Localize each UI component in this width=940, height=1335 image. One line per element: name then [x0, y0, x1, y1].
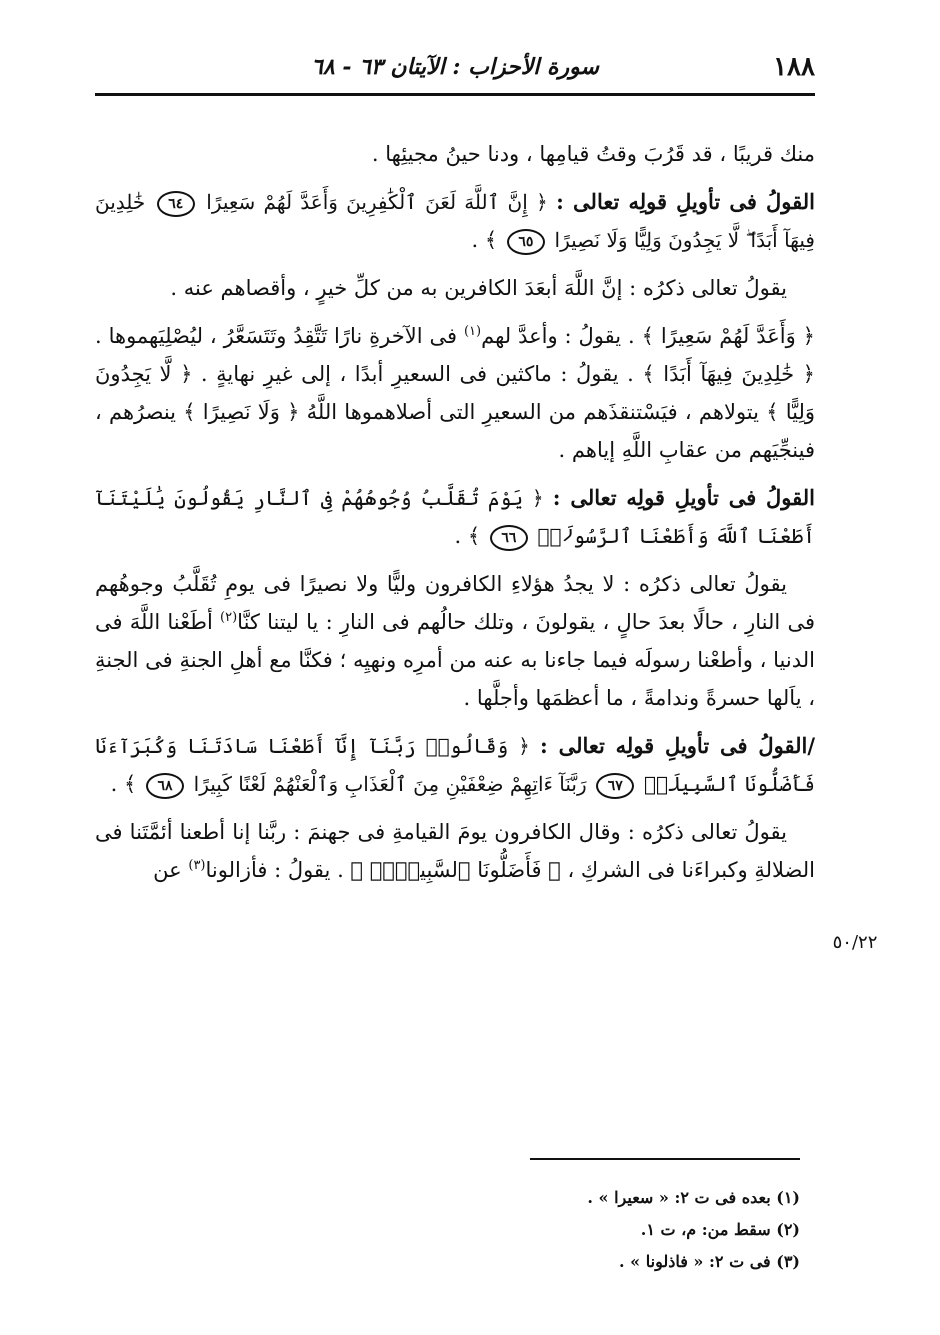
section-heading: /القولُ فى تأويلِ قولِه تعالى : — [540, 733, 815, 758]
section-heading: القولُ فى تأويلِ قولِه تعالى : — [552, 485, 815, 510]
quote-end: ﴾ . — [471, 228, 498, 252]
quran-quote: ﴿ وَقَالُوا۟ رَبَّنَآ إِنَّآ أَطَعْنَا سَادَتَنَا وَكُبَرَآءَنَا فَأَضَلُّونَا ٱلسَّبِيلَا۠ — [95, 734, 815, 796]
ayah-number-marker: ٦٧ — [596, 773, 634, 799]
commentary-text: عن — [153, 858, 182, 882]
footnote-rule — [530, 1158, 800, 1160]
quran-quote: خَٰلِدِينَ فِيهَآ أَبَدًا ۖ لَّا يَجِدُونَ وَلِيًّا وَلَا نَصِيرًا — [95, 190, 815, 252]
paragraph-3: يقولُ تعالى ذكرُه : إنَّ اللَّهَ أبعَدَ الكافرين به من كلِّ خيرٍ ، وأقصاهم عنه . — [170, 276, 787, 300]
paragraph-7 — [95, 727, 815, 803]
paragraph-8 — [95, 813, 815, 889]
commentary-text: أطَعْنا اللَّهَ فى الدنيا ، وأطعْنا رسولَه فيما جاءنا به عنه من أمرِه ونهيِه ؛ فكنَّا مع أهلِ الجنةِ فى الجنةِ ، ياَلها حسرةً وندامةً ، ما أعظمَها وأجلَّها . — [95, 610, 815, 710]
commentary-text: يقولُ تعالى ذكرُه : لا يجدُ هؤلاءِ الكافرون وليًّا ولا نصيرًا فى يومِ تُقَلَّبُ وجوهُهم فى النارِ ، حالًا بعدَ حالٍ ، يقولونَ ، وتلك حالُهم فى النارِ : يا ليتنا كنَّا — [95, 572, 815, 634]
running-title: سورة الأحزاب : الآيتان ٦٣ - ٦٨ — [311, 54, 599, 80]
margin-page-reference: ٥٠/٢٢ — [832, 932, 878, 953]
quote-end: ﴾ . — [110, 772, 137, 796]
quran-quote: رَبَّنَآ ءَاتِهِمْ ضِعْفَيْنِ مِنَ ٱلْعَذَابِ وَٱلْعَنْهُمْ لَعْنًا كَبِيرًا — [193, 772, 587, 796]
commentary-text: ﴿ وَأَعَدَّ لَهُمْ سَعِيرًا ﴾ . يقولُ : وأعدَّ لهم — [481, 324, 815, 348]
ayah-number-marker: ٦٦ — [490, 525, 528, 551]
ayah-number-marker: ٦٥ — [507, 229, 545, 255]
paragraph-6 — [95, 565, 815, 717]
page-number: ١٨٨ — [773, 52, 815, 82]
paragraph-4 — [95, 317, 815, 469]
footnote: (١) بعده فى ت ٢: « سعيرا » . — [587, 1188, 800, 1207]
section-heading: القولُ فى تأويلِ قولِه تعالى : — [556, 189, 815, 214]
commentary-text: فى الآخرةِ نارًا تَتَّقِدُ وتَتَسَعَّرُ ، ليُصْلِيَهموها . ﴿ خَٰلِدِينَ فِيهَآ أَبَدًا ﴾ . يقولُ : ماكثين فى السعيرِ أبدًا ، إلى غيرِ نهايةٍ . ﴿ لَّا يَجِدُونَ وَلِيًّا ﴾ يتولاهم ، فيَسْتنقذَهم من السعيرِ التى أصلاهموها اللَّهُ ﴿ وَلَا نَصِيرًا ﴾ ينصرُهم ، فينجِّيَهم من عقابِ اللَّهِ إياهم . — [95, 324, 815, 462]
ayah-number-marker: ٦٤ — [157, 191, 195, 217]
commentary-text: يقولُ تعالى ذكرُه : وقال الكافرون يومَ القيامةِ فى جهنمَ : ربَّنا إنا أطعنا أئمَّتَنا فى الضلالةِ وكبراءَنا فى الشركِ ، ﴿ فَأَضَلُّونَا ٱلسَّبِيلَا۠ ﴾ . يقولُ : فأزالونا — [95, 820, 815, 882]
footnotes — [300, 1182, 800, 1278]
paragraph-1: منك قريبًا ، قد قَرُبَ وقتُ قيامِها ، ودنا حينُ مجيئِها . — [371, 142, 815, 166]
quran-quote: ﴿ إِنَّ ٱللَّهَ لَعَنَ ٱلْكَٰفِرِينَ وَأَعَدَّ لَهُمْ سَعِيرًا — [206, 190, 548, 214]
footnote-reference: (٢) — [220, 610, 238, 625]
quote-end: ﴾ . — [454, 524, 481, 548]
quran-quote: ﴿ يَوْمَ تُقَلَّبُ وُجُوهُهُمْ فِى ٱلنَّارِ يَقُولُونَ يَٰلَيْتَنَآ أَطَعْنَا ٱللَّهَ وَأَطَعْنَا ٱلرَّسُولَا۠ — [95, 486, 815, 548]
main-text — [95, 135, 815, 899]
paragraph-5 — [95, 479, 815, 555]
footnote: (٢) سقط من: م، ت ١. — [640, 1220, 800, 1239]
ayah-number-marker: ٦٨ — [146, 773, 184, 799]
footnote: (٣) فى ت ٢: « فاذلونا » . — [619, 1252, 800, 1271]
page-header — [95, 50, 815, 90]
footnote-reference: (١) — [463, 324, 482, 339]
header-rule — [95, 93, 815, 96]
footnote-reference: (٣) — [188, 858, 206, 873]
paragraph-2 — [95, 183, 815, 259]
